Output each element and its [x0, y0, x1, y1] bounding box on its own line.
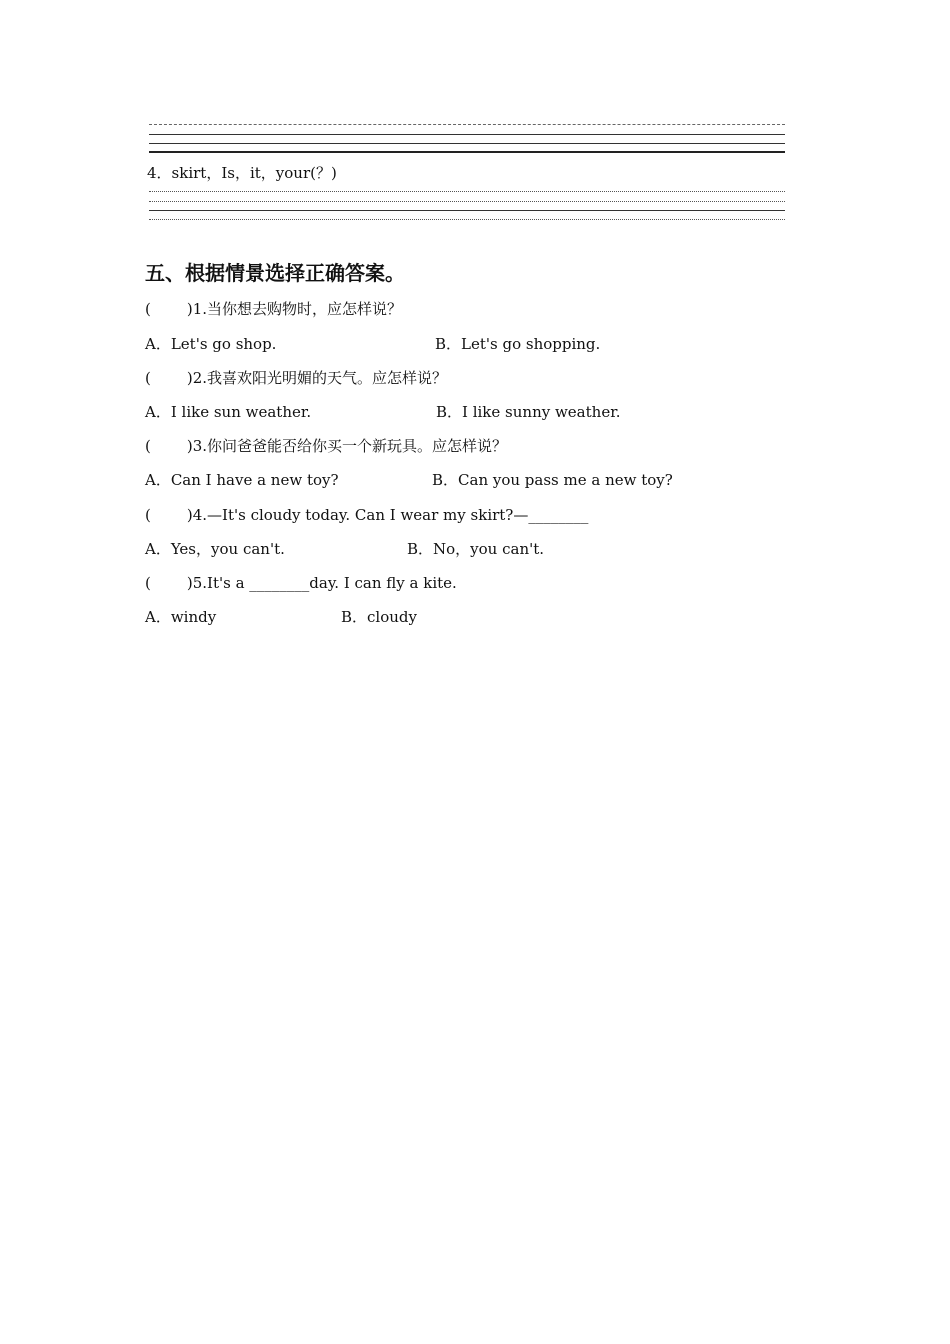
option-b[interactable]: B．Let's go shopping. [435, 335, 601, 353]
option-a[interactable]: A．Let's go shop. [145, 335, 277, 353]
question-row [145, 368, 447, 388]
question-row [145, 299, 402, 319]
question-text: )3.你问爸爸能否给你买一个新玩具。应怎样说？ [186, 437, 508, 455]
question-row [145, 505, 588, 525]
answer-paren[interactable]: ( [145, 437, 151, 455]
answer-paren[interactable]: ( [145, 574, 151, 592]
option-b[interactable]: B．No，you can't. [407, 540, 545, 558]
writing-line [149, 219, 785, 220]
writing-line [149, 151, 785, 153]
writing-line [149, 134, 785, 135]
option-a[interactable]: A．windy [145, 608, 217, 626]
option-a[interactable]: A．Yes，you can't. [145, 540, 285, 558]
question-row [145, 436, 507, 456]
option-b[interactable]: B．Can you pass me a new toy? [432, 471, 673, 489]
writing-line [149, 143, 785, 144]
answer-paren[interactable]: ( [145, 506, 151, 524]
answer-paren[interactable]: ( [145, 300, 151, 318]
question-text: )4.—It's cloudy today. Can I wear my skirt?—________ [186, 506, 589, 524]
question-text: )1.当你想去购物时，应怎样说？ [186, 300, 403, 318]
section-title: 五、根据情景选择正确答案。 [145, 261, 405, 285]
question-text: )5.It's a ________day. I can fly a kite. [186, 574, 457, 592]
writing-line [149, 191, 785, 192]
question-number: 4． [147, 164, 172, 182]
option-b[interactable]: B．cloudy [341, 608, 417, 626]
question-row [145, 573, 457, 593]
writing-line [149, 201, 785, 202]
question-4 [147, 163, 337, 183]
option-a[interactable]: A．I like sun weather. [145, 403, 312, 421]
question-text: )2.我喜欢阳光明媚的天气。应怎样说？ [186, 369, 448, 387]
writing-line [149, 210, 785, 211]
option-b[interactable]: B．I like sunny weather. [436, 403, 621, 421]
option-a[interactable]: A．Can I have a new toy? [145, 471, 339, 489]
answer-paren[interactable]: ( [145, 369, 151, 387]
question-words: skirt，Is，it，your(？) [171, 164, 337, 182]
writing-line [149, 124, 785, 125]
